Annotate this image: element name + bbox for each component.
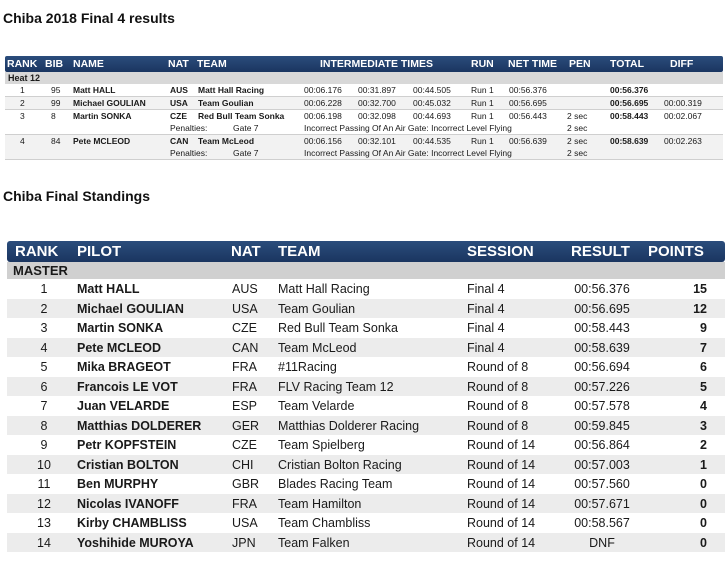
- standing-row: [7, 513, 725, 533]
- result-cell: 00:56.376: [574, 282, 630, 296]
- rank-cell: 13: [37, 516, 51, 530]
- team-cell: Red Bull Team Sonka: [198, 111, 285, 121]
- points-cell: 3: [700, 418, 707, 433]
- pilot-cell: Pete MCLEOD: [77, 340, 162, 355]
- rank-cell: 6: [40, 379, 48, 394]
- session-cell: Final 4: [467, 301, 505, 316]
- nat-cell: FRA: [232, 496, 257, 511]
- net-time-cell: 00:56.443: [509, 111, 547, 121]
- nat-cell: CAN: [170, 136, 189, 146]
- standing-row: [7, 357, 725, 377]
- header-cell-nat: NAT: [231, 243, 261, 260]
- session-cell: Final 4: [467, 340, 505, 355]
- standing-row: [7, 279, 725, 299]
- result-cell: DNF: [589, 535, 615, 550]
- run-cell: Run 1: [471, 136, 494, 146]
- penalty-cell: 2 sec: [567, 111, 588, 121]
- standing-row: [7, 318, 725, 338]
- run-cell: Run 1: [471, 111, 494, 121]
- header-cell-nat: NAT: [168, 58, 189, 70]
- split-time-3: 00:44.505: [413, 85, 451, 95]
- result-row: [5, 84, 723, 97]
- nat-cell: ESP: [232, 399, 258, 413]
- header-cell-diff: DIFF: [670, 58, 694, 70]
- final-standings-table: [7, 241, 725, 552]
- nat-cell: FRA: [232, 360, 257, 374]
- total-cell: 00:58.443: [610, 111, 649, 121]
- result-cell: 00:59.845: [574, 418, 630, 433]
- penalty-seconds: 2 sec: [567, 148, 588, 158]
- result-cell: 00:57.003: [574, 457, 630, 472]
- nat-cell: FRA: [232, 379, 257, 394]
- nat-cell: AUS: [170, 85, 188, 95]
- rank-cell: 8: [40, 418, 48, 433]
- header-cell-points: POINTS: [648, 243, 704, 260]
- run-cell: Run 1: [471, 85, 494, 95]
- header-cell-total: TOTAL: [610, 58, 645, 70]
- points-cell: 0: [700, 496, 707, 511]
- standing-row: [7, 299, 725, 319]
- nat-cell: GBR: [232, 477, 260, 491]
- points-cell: 4: [700, 399, 707, 413]
- standing-row: [7, 377, 725, 397]
- rank-cell: 12: [37, 496, 51, 511]
- header-cell-intermediate-times: INTERMEDIATE TIMES: [320, 58, 433, 70]
- name-cell: Matt HALL: [73, 85, 116, 95]
- points-cell: 12: [693, 301, 707, 316]
- session-cell: Round of 14: [467, 496, 536, 511]
- team-cell: #11Racing: [278, 360, 337, 374]
- penalty-gate: Gate 7: [233, 123, 259, 133]
- total-cell: 00:58.639: [610, 136, 649, 146]
- team-cell: Team Goulian: [278, 301, 356, 316]
- nat-cell: CZE: [232, 321, 257, 335]
- split-time-2: 00:31.897: [358, 85, 396, 95]
- rank-cell: 5: [40, 360, 48, 374]
- team-cell: Matthias Dolderer Racing: [278, 418, 420, 433]
- team-cell: Blades Racing Team: [278, 477, 393, 491]
- result-cell: 00:56.695: [574, 301, 630, 316]
- team-cell: Team Chambliss: [278, 516, 371, 530]
- standing-row: [7, 338, 725, 358]
- penalty-description: Incorrect Passing Of An Air Gate: Incorrect Level Flying: [304, 148, 512, 158]
- header-cell-session: SESSION: [467, 243, 534, 260]
- run-cell: Run 1: [471, 98, 494, 108]
- header-cell-result: RESULT: [571, 243, 630, 260]
- header-cell-rank: RANK: [7, 58, 38, 70]
- result-cell: 00:56.694: [574, 360, 630, 374]
- team-cell: Matt Hall Racing: [278, 282, 370, 296]
- nat-cell: JPN: [232, 535, 256, 550]
- team-cell: Team Hamilton: [278, 496, 362, 511]
- team-cell: Red Bull Team Sonka: [278, 321, 398, 335]
- split-time-2: 00:32.700: [358, 98, 396, 108]
- team-cell: Team McLeod: [198, 136, 255, 146]
- standing-row: [7, 533, 725, 553]
- rank-cell: 2: [40, 301, 48, 316]
- rank-cell: 2: [20, 98, 25, 108]
- split-time-1: 00:06.156: [304, 136, 342, 146]
- standings-title: Chiba Final Standings: [3, 188, 151, 204]
- result-cell: 00:57.226: [574, 379, 630, 394]
- penalties-label: Penalties:: [170, 148, 208, 158]
- bib-cell: 99: [51, 98, 61, 108]
- pilot-cell: Martin SONKA: [77, 321, 164, 335]
- team-cell: Team Goulian: [198, 98, 254, 108]
- session-cell: Round of 8: [467, 360, 529, 374]
- split-time-3: 00:45.032: [413, 98, 451, 108]
- standing-row: [7, 455, 725, 475]
- team-cell: Matt Hall Racing: [198, 85, 265, 95]
- split-time-2: 00:32.101: [358, 136, 396, 146]
- nat-cell: USA: [232, 301, 258, 316]
- result-cell: 00:58.567: [574, 516, 630, 530]
- penalty-gate: Gate 7: [233, 148, 259, 158]
- rank-cell: 1: [20, 85, 25, 95]
- rank-cell: 3: [20, 111, 25, 121]
- heat-label-band: [5, 72, 723, 84]
- pilot-cell: Yoshihide MUROYA: [77, 535, 194, 550]
- split-time-2: 00:32.098: [358, 111, 396, 121]
- team-cell: FLV Racing Team 12: [278, 379, 394, 394]
- split-time-3: 00:44.693: [413, 111, 451, 121]
- nat-cell: CZE: [170, 111, 187, 121]
- rank-cell: 3: [40, 321, 48, 335]
- standings-table-header: [7, 241, 725, 262]
- nat-cell: USA: [170, 98, 188, 108]
- rank-cell: 9: [40, 438, 48, 452]
- session-cell: Round of 14: [467, 438, 536, 452]
- rank-cell: 4: [20, 136, 25, 146]
- nat-cell: CZE: [232, 438, 257, 452]
- heat-label: Heat 12: [8, 73, 41, 83]
- nat-cell: GER: [232, 418, 260, 433]
- team-cell: Team Spielberg: [278, 438, 365, 452]
- header-cell-run: RUN: [471, 58, 494, 70]
- points-cell: 0: [700, 535, 707, 550]
- pilot-cell: Matt HALL: [77, 282, 140, 296]
- session-cell: Round of 8: [467, 418, 529, 433]
- standing-row: [7, 396, 725, 416]
- split-time-3: 00:44.535: [413, 136, 451, 146]
- rank-cell: 7: [40, 399, 48, 413]
- net-time-cell: 00:56.376: [509, 85, 547, 95]
- pilot-cell: Juan VELARDE: [77, 399, 170, 413]
- final4-table-header: [5, 56, 723, 72]
- standing-row: [7, 416, 725, 436]
- nat-cell: USA: [232, 516, 258, 530]
- rank-cell: 11: [37, 477, 51, 491]
- team-cell: Team McLeod: [278, 340, 357, 355]
- standing-row: [7, 494, 725, 514]
- bib-cell: 84: [51, 136, 61, 146]
- result-row: [5, 135, 723, 160]
- rank-cell: 14: [37, 535, 51, 550]
- pilot-cell: Petr KOPFSTEIN: [77, 438, 177, 452]
- name-cell: Martin SONKA: [73, 111, 132, 121]
- result-cell: 00:57.578: [574, 399, 630, 413]
- points-cell: 9: [700, 321, 707, 335]
- rank-cell: 10: [37, 457, 51, 472]
- net-time-cell: 00:56.639: [509, 136, 547, 146]
- header-cell-bib: BIB: [45, 58, 64, 70]
- points-cell: 15: [693, 282, 707, 296]
- class-band: [7, 262, 725, 279]
- pilot-cell: Mika BRAGEOT: [77, 360, 171, 374]
- points-cell: 6: [700, 360, 707, 374]
- nat-cell: CAN: [232, 340, 259, 355]
- points-cell: 1: [700, 457, 707, 472]
- nat-cell: CHI: [232, 457, 254, 472]
- header-cell-team: TEAM: [278, 243, 321, 260]
- pilot-cell: Matthias DOLDERER: [77, 418, 202, 433]
- points-cell: 5: [700, 379, 707, 394]
- final4-results-table: [5, 56, 723, 160]
- standing-row: [7, 435, 725, 455]
- team-cell: Team Velarde: [278, 399, 355, 413]
- split-time-1: 00:06.198: [304, 111, 342, 121]
- rank-cell: 4: [40, 340, 48, 355]
- result-cell: 00:58.443: [574, 321, 630, 335]
- net-time-cell: 00:56.695: [509, 98, 547, 108]
- split-time-1: 00:06.228: [304, 98, 342, 108]
- diff-cell: 00:00.319: [664, 98, 702, 108]
- header-cell-net-time: NET TIME: [508, 58, 557, 70]
- split-time-1: 00:06.176: [304, 85, 342, 95]
- session-cell: Round of 14: [467, 535, 536, 550]
- result-row: [5, 110, 723, 135]
- name-cell: Michael GOULIAN: [73, 98, 146, 108]
- points-cell: 0: [700, 477, 707, 491]
- session-cell: Round of 8: [467, 399, 529, 413]
- header-cell-pen: PEN: [569, 58, 591, 70]
- total-cell: 00:56.376: [610, 85, 649, 95]
- session-cell: Round of 14: [467, 457, 536, 472]
- rank-cell: 1: [40, 282, 48, 296]
- team-cell: Cristian Bolton Racing: [278, 457, 402, 472]
- result-cell: 00:58.639: [574, 340, 630, 355]
- header-cell-pilot: PILOT: [77, 243, 122, 260]
- points-cell: 2: [700, 438, 707, 452]
- nat-cell: AUS: [232, 282, 258, 296]
- session-cell: Round of 14: [467, 477, 536, 491]
- pilot-cell: Nicolas IVANOFF: [77, 496, 179, 511]
- result-cell: 00:57.671: [574, 496, 630, 511]
- points-cell: 0: [700, 516, 707, 530]
- result-row: [5, 97, 723, 110]
- pilot-cell: Michael GOULIAN: [77, 301, 184, 316]
- pilot-cell: Francois LE VOT: [77, 379, 178, 394]
- points-cell: 7: [700, 340, 707, 355]
- name-cell: Pete MCLEOD: [73, 136, 131, 146]
- penalties-label: Penalties:: [170, 123, 208, 133]
- diff-cell: 00:02.067: [664, 111, 702, 121]
- session-cell: Final 4: [467, 321, 505, 335]
- pilot-cell: Cristian BOLTON: [77, 457, 179, 472]
- bib-cell: 8: [51, 111, 56, 121]
- result-cell: 00:56.864: [574, 438, 630, 452]
- team-cell: Team Falken: [278, 535, 350, 550]
- results-title: Chiba 2018 Final 4 results: [3, 10, 175, 26]
- penalty-description: Incorrect Passing Of An Air Gate: Incorrect Level Flying: [304, 123, 512, 133]
- penalty-seconds: 2 sec: [567, 123, 588, 133]
- result-cell: 00:57.560: [574, 477, 630, 491]
- session-cell: Final 4: [467, 282, 505, 296]
- pilot-cell: Kirby CHAMBLISS: [77, 516, 187, 530]
- pilot-cell: Ben MURPHY: [77, 477, 159, 491]
- diff-cell: 00:02.263: [664, 136, 702, 146]
- total-cell: 00:56.695: [610, 98, 649, 108]
- header-cell-name: NAME: [73, 58, 104, 70]
- session-cell: Round of 14: [467, 516, 536, 530]
- session-cell: Round of 8: [467, 379, 529, 394]
- penalty-cell: 2 sec: [567, 136, 588, 146]
- bib-cell: 95: [51, 85, 61, 95]
- header-cell-rank: RANK: [15, 243, 59, 260]
- class-label: MASTER: [13, 263, 68, 278]
- header-cell-team: TEAM: [197, 58, 227, 70]
- standing-row: [7, 474, 725, 494]
